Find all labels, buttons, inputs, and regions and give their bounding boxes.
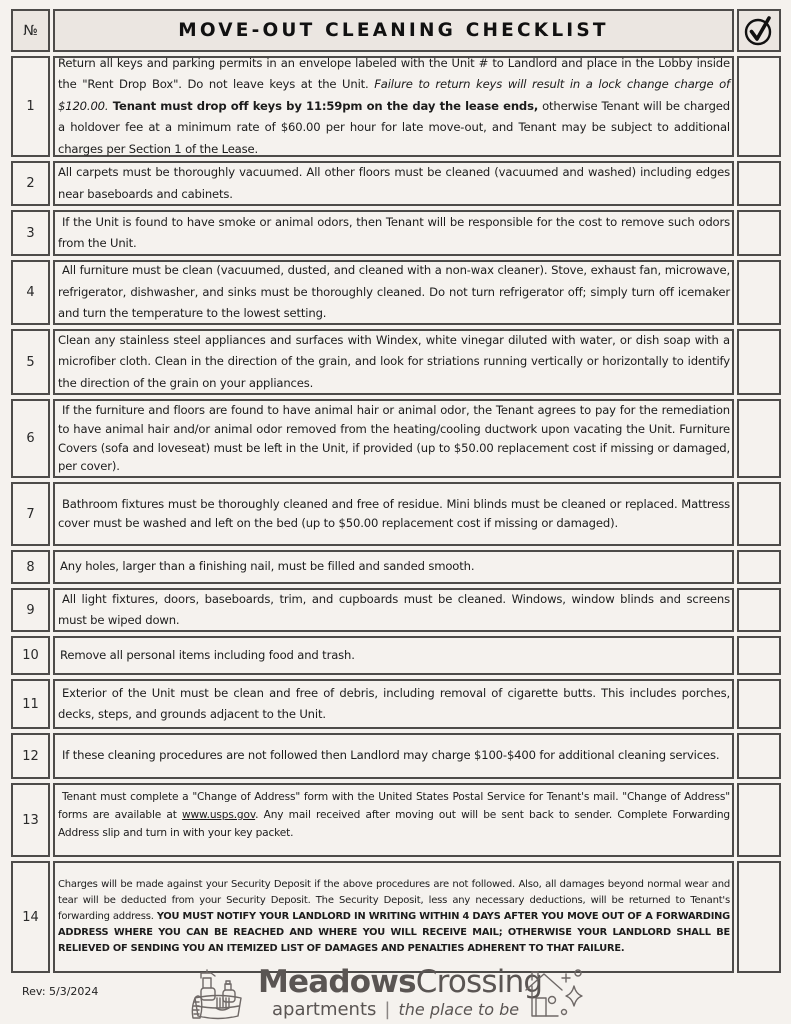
number-column-header: №: [11, 9, 50, 52]
header-row: [11, 9, 781, 52]
item-number: 3: [11, 210, 50, 256]
item-text: Clean any stainless steel appliances and surfaces with Windex, white vinegar diluted with water, or dish soap with a microfiber cloth. Clean in the direction of the grain, and look for striations running vertically or horizontally to identify the direction of the grain on your appliances.: [53, 329, 734, 395]
item-number: 5: [11, 329, 50, 395]
item-checkbox[interactable]: [737, 399, 781, 478]
item-checkbox[interactable]: [737, 733, 781, 779]
brand-subtitle: apartments: [272, 999, 377, 1020]
checklist-row: [11, 861, 781, 973]
item-text: Bathroom fixtures must be thoroughly cleaned and free of residue. Mini blinds must be cleaned or replaced. Mattress cover must be washed and left on the bed (up to $50.00 replacement cost if missing or damaged).: [53, 482, 734, 546]
item-text: Return all keys and parking permits in an envelope labeled with the Unit # to Landlord and place in the Lobby inside the "Rent Drop Box". Do not leave keys at the Unit. Failure to return keys will result in a lock change charge of $120.00. Tenant must drop off keys by 11:59pm on the day the lease ends, otherwise Tenant will be charged a holdover fee at a minimum rate of $60.00 per hour for late move-out, and Tenant may be subject to additional charges per Section 1 of the Lease.: [53, 56, 734, 157]
item-checkbox[interactable]: [737, 679, 781, 729]
checklist-row: [11, 399, 781, 478]
item-number: 2: [11, 161, 50, 206]
item-text: If these cleaning procedures are not followed then Landlord may charge $100-$400 for additional cleaning services.: [53, 733, 734, 779]
bold-deadline: Tenant must drop off keys by 11:59pm on the day the lease ends,: [108, 98, 539, 113]
item-number: 12: [11, 733, 50, 779]
checklist-row: [11, 56, 781, 157]
item-number: 9: [11, 588, 50, 632]
revision-date: Rev: 5/3/2024: [22, 985, 99, 998]
item-text: All light fixtures, doors, baseboards, trim, and cupboards must be cleaned. Windows, window blinds and screens must be wiped down.: [53, 588, 734, 632]
item-number: 8: [11, 550, 50, 584]
item-checkbox[interactable]: [737, 783, 781, 857]
item-number: 6: [11, 399, 50, 478]
item-number: 10: [11, 636, 50, 675]
checklist-row: [11, 210, 781, 256]
item-checkbox[interactable]: [737, 329, 781, 395]
item-checkbox[interactable]: [737, 56, 781, 157]
item-text: Exterior of the Unit must be clean and free of debris, including removal of cigarette butts. This includes porches, decks, steps, and grounds adjacent to the Unit.: [53, 679, 734, 729]
item-checkbox[interactable]: [737, 260, 781, 325]
usps-link[interactable]: www.usps.gov: [182, 809, 256, 821]
item-text: Remove all personal items including food and trash.: [53, 636, 734, 675]
checklist-row: [11, 329, 781, 395]
item-number: 11: [11, 679, 50, 729]
brand-name-light: Crossing: [415, 964, 543, 1000]
italic-warning: Failure to return keys will result in a lock change charge of $120.00.: [58, 77, 730, 113]
page-title: MOVE-OUT CLEANING CHECKLIST: [53, 9, 734, 52]
item-checkbox[interactable]: [737, 861, 781, 973]
item-text: Charges will be made against your Security Deposit if the above procedures are not followed. Also, all damages beyond normal wear and tear will be deducted from your Security Deposit. The Security Deposit, less any necessary deductions, will be returned to Tenant's forwarding address. YOU MUST NOTIFY YOUR LANDLORD IN WRITING WITHIN 4 DAYS AFTER YOU MOVE OUT OF A FORWARDING ADDRESS WHERE YOU CAN BE REACHED AND WHERE YOU WILL RECEIVE MAIL; OTHERWISE YOUR LANDLORD SHALL BE RELIEVED OF SENDING YOU AN ITEMIZED LIST OF DAMAGES AND PENALTIES ADHERENT TO THAT FAILURE.: [53, 861, 734, 973]
item-text: If the Unit is found to have smoke or animal odors, then Tenant will be responsible for the cost to remove such odors from the Unit.: [53, 210, 734, 256]
checklist-row: [11, 783, 781, 857]
checklist-row: [11, 636, 781, 675]
check-column-header: [737, 9, 781, 52]
checklist-row: [11, 550, 781, 584]
item-text: Tenant must complete a "Change of Address" form with the United States Postal Service for Tenant's mail. "Change of Address" forms are available at www.usps.gov. Any mail received after moving out will be sent back to sender. Complete Forwarding Address slip and turn in with your key packet.: [53, 783, 734, 857]
checklist-row: [11, 482, 781, 546]
item-number: 1: [11, 56, 50, 157]
brand-tagline: the place to be: [398, 1000, 520, 1019]
cleaning-bucket-icon: [189, 968, 247, 1022]
item-checkbox[interactable]: [737, 588, 781, 632]
checklist-row: [11, 679, 781, 729]
checklist-row: [11, 161, 781, 206]
item-number: 13: [11, 783, 50, 857]
item-number: 4: [11, 260, 50, 325]
checklist-row: [11, 733, 781, 779]
item-checkbox[interactable]: [737, 636, 781, 675]
brand-separator: |: [384, 999, 391, 1020]
item-text: If the furniture and floors are found to have animal hair or animal odor, the Tenant agrees to pay for the remediation to have animal hair and/or animal odor removed from the heating/cooling ductwork upon vacating the Unit. Furniture Covers (sofa and loveseat) must be left in the Unit, if provided (up to $50.00 replacement cost if missing or damaged, per cover).: [53, 399, 734, 478]
item-checkbox[interactable]: [737, 161, 781, 206]
item-number: 7: [11, 482, 50, 546]
brand-name-bold: Meadows: [258, 964, 416, 1000]
bold-notice: YOU MUST NOTIFY YOUR LANDLORD IN WRITING WITHIN 4 DAYS AFTER YOU MOVE OUT OF A FORWARDING ADDRESS WHERE YOU CAN BE REACHED AND WHERE YOU WILL RECEIVE MAIL; OTHERWISE YOUR LANDLORD SHALL BE RELIEVED OF SENDING YOU AN ITEMIZED LIST OF DAMAGES AND PENALTIES ADHERENT TO THAT FAILURE.: [58, 911, 730, 954]
sparkling-house-icon: [522, 968, 588, 1020]
checklist-row: [11, 588, 781, 632]
item-checkbox[interactable]: [737, 550, 781, 584]
item-checkbox[interactable]: [737, 482, 781, 546]
item-checkbox[interactable]: [737, 210, 781, 256]
item-text: Any holes, larger than a finishing nail, must be filled and sanded smooth.: [53, 550, 734, 584]
meadows-crossing-logo: [258, 964, 543, 1020]
item-text: All furniture must be clean (vacuumed, dusted, and cleaned with a non-wax cleaner). Stove, exhaust fan, microwave, refrigerator, dishwasher, and sinks must be thoroughly cleaned. Do not turn refrigerator off; simply turn off icemaker and turn the temperature to the lowest setting.: [53, 260, 734, 325]
checklist-row: [11, 260, 781, 325]
item-number: 14: [11, 861, 50, 973]
checklist-table: [11, 9, 781, 977]
circled-check-icon: [743, 15, 775, 47]
item-text: All carpets must be thoroughly vacuumed. All other floors must be cleaned (vacuumed and washed) including edges near baseboards and cabinets.: [53, 161, 734, 206]
